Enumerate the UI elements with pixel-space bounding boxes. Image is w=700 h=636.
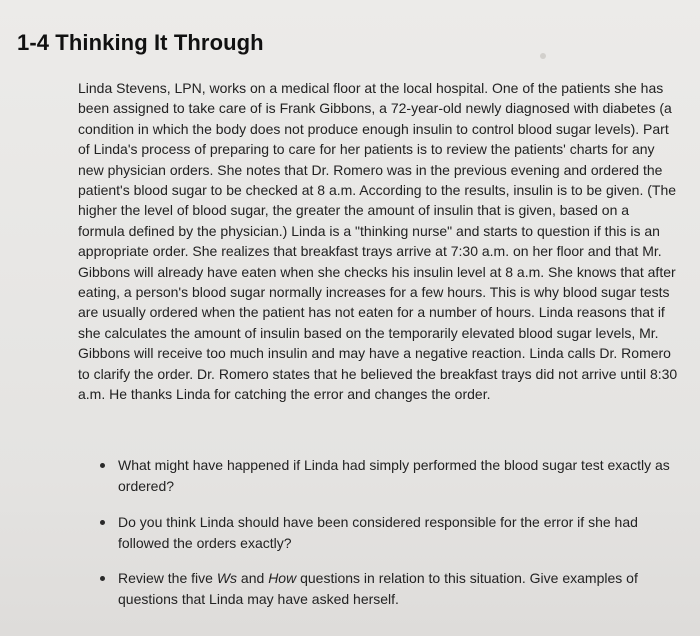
question-text-start: Review the five <box>118 570 217 586</box>
question-text <box>118 570 638 607</box>
question-item <box>96 568 686 610</box>
question-text-how: How <box>268 570 297 586</box>
question-item <box>96 512 686 554</box>
question-text-mid: and <box>237 570 269 586</box>
question-text: What might have happened if Linda had simply performed the blood sugar test exactly as ordered? <box>118 457 670 494</box>
bullet-icon <box>100 463 105 468</box>
section-heading: 1-4 Thinking It Through <box>17 30 264 55</box>
question-text: Do you think Linda should have been considered responsible for the error if she had followed the orders exactly? <box>118 514 638 551</box>
bullet-icon <box>100 520 105 525</box>
question-text-end: questions in relation to this situation. Give examples of questions that Linda may have asked herself. <box>118 570 638 607</box>
bullet-icon <box>100 576 105 581</box>
case-study-paragraph: Linda Stevens, LPN, works on a medical floor at the local hospital. One of the patients she has been assigned to take care of is Frank Gibbons, a 72-year-old newly diagnosed with diabetes (a condition in which the body does not produce enough insulin to control blood sugar levels). Part of Linda's process of preparing to care for her patients is to review the patients' charts for any new physician orders. She notes that Dr. Romero was in the previous evening and ordered the patient's blood sugar to be checked at 8 a.m. According to the results, insulin is to be given. (The higher the level of blood sugar, the greater the amount of insulin that is given, based on a formula defined by the physician.) Linda is a "thinking nurse" and starts to question if this is an appropriate order. She realizes that breakfast trays arrive at 7:30 a.m. on her floor and that Mr. Gibbons will already have eaten when she checks his insulin level at 8 a.m. She knows that after eating, a person's blood sugar normally increases for a few hours. This is why blood sugar tests are usually ordered when the patient has not eaten for a number of hours. Linda reasons that if she calculates the amount of insulin based on the temporarily elevated blood sugar levels, Mr. Gibbons will receive too much insulin and may have a negative reaction. Linda calls Dr. Romero to clarify the order. Dr. Romero states that he believed the breakfast trays did not arrive until 8:30 a.m. He thanks Linda for catching the error and changes the order. <box>78 80 678 403</box>
paper-speck <box>540 53 546 59</box>
question-item <box>96 455 686 497</box>
question-list <box>96 455 686 625</box>
question-text-ws: Ws <box>216 570 238 586</box>
